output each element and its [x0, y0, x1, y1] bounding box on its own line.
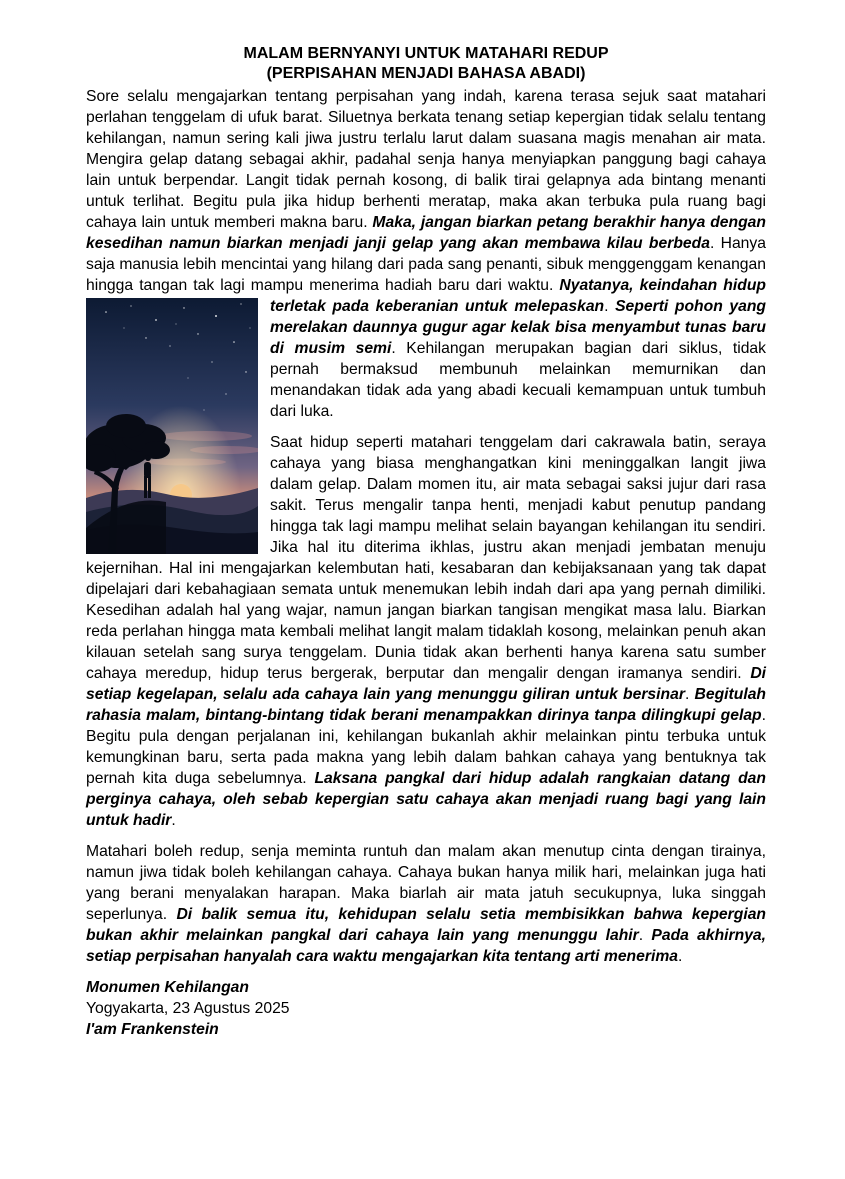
- paragraph-1-seg-1: Maka, jangan biarkan petang berakhir hanya dengan kesedihan namun biarkan menjadi janji gelap yang akan membawa kilau berbeda: [86, 214, 766, 252]
- paragraph-1-seg-2: . Hanya saja manusia lebih mencintai yang hilang dari pada sang penanti, sibuk menggenggam kenangan hingga tangan tak lagi mampu menerima hadiah baru dari waktu.: [86, 235, 766, 294]
- paragraph-3: [86, 841, 766, 967]
- paragraph-2-seg-3: Begitulah rahasia malam, bintang-bintang tidak berani menampakkan dirinya tanpa dilingkupi gelap: [86, 686, 766, 724]
- paragraph-3-seg-0: Matahari boleh redup, senja meminta runtuh dan malam akan menutup cinta dengan tirainya, namun jiwa tidak boleh kehilangan cahaya. Cahaya bukan hanya milik hari, melainkan juga hati yang berani menyalakan harapan. Maka biarlah air mata jatuh secukupnya, luka singgah seperlunya.: [86, 843, 766, 923]
- paragraph-3-seg-4: .: [678, 948, 683, 965]
- title-line-1: MALAM BERNYANYI UNTUK MATAHARI REDUP: [243, 45, 609, 62]
- paragraph-3-seg-3: Pada akhirnya, setiap perpisahan hanyalah cara waktu mengajarkan kita tentang arti menerima: [86, 927, 767, 965]
- sunset-silhouette-illustration: [86, 298, 258, 554]
- paragraph-2-seg-0: Saat hidup seperti matahari tenggelam dari cakrawala batin, seraya cahaya yang biasa menghangatkan kini meninggalkan langit jiwa dalam gelap. Dalam momen itu, air mata sebagai saksi jujur dari rasa sakit. Terus mengalir tanpa henti, menjadi kabut penutup pandang hingga tak lagi mampu melihat selain bayangan kehilangan itu sendiri. Jika hal itu diterima ikhlas, justru akan menjadi jembatan menuju kejernihan. Hal ini mengajarkan kelembutan hati, kesabaran dan kebijaksanaan yang tak dapat dipelajari dari kebahagiaan semata untuk menemukan lebih indah dari apa yang pernah dimiliki. Kesedihan adalah hal yang wajar, namun jangan biarkan tangisan mengikat masa lalu. Biarkan reda perlahan hingga mata kembali melihat langit malam tidaklah kosong, melainkan penuh akan kilauan setelah sang surya tenggelam. Dunia tidak akan berhenti hanya karena satu sumber cahaya meredup, hidup terus bergerak, berputar dan mengalir dengan iramanya sendiri.: [86, 434, 766, 682]
- paragraph-3-seg-2: .: [638, 927, 652, 944]
- paragraph-2-seg-5: Laksana pangkal dari hidup adalah rangkaian datang dan perginya cahaya, oleh sebab kepergian satu cahaya akan menjadi ruang bagi yang lain untuk hadir: [86, 770, 766, 829]
- paragraph-1-seg-4: .: [604, 298, 616, 315]
- signature-author: I'am Frankenstein: [86, 1021, 219, 1038]
- document-page: [86, 44, 766, 1040]
- paragraph-2-seg-2: .: [684, 686, 695, 703]
- paragraph-1: [86, 86, 766, 422]
- paragraph-1-seg-6: . Kehilangan merupakan bagian dari siklus, tidak pernah bermaksud membunuh melainkan memurnikan dan menandakan tidak ada yang abadi kecuali kemampuan untuk tumbuh dari luka.: [270, 340, 766, 420]
- signature-block: [86, 977, 766, 1040]
- paragraph-2-seg-1: Di setiap kegelapan, selalu ada cahaya lain yang menunggu giliran untuk bersinar: [86, 665, 766, 703]
- paragraph-3-seg-1: Di balik semua itu, kehidupan selalu setia membisikkan bahwa kepergian bukan akhir melainkan pangkal dari cahaya lain yang menunggu lahir: [86, 906, 766, 944]
- paragraph-2-seg-6: .: [171, 812, 176, 829]
- paragraph-1-seg-3: Nyatanya, keindahan hidup terletak pada keberanian untuk melepaskan: [270, 277, 766, 315]
- title-line-2: (PERPISAHAN MENJADI BAHASA ABADI): [266, 65, 586, 82]
- paragraph-1-seg-5: Seperti pohon yang merelakan daunnya gugur agar kelak bisa menyambut tunas baru di musim semi: [270, 298, 766, 357]
- paragraph-2-seg-4: . Begitu pula dengan perjalanan ini, kehilangan bukanlah akhir melainkan pintu terbuka untuk kemungkinan baru, serta pada makna yang lebih dalam bahkan cahaya yang bentuknya tak pernah kita duga sebelumnya.: [86, 707, 766, 787]
- signature-place-date: Yogyakarta, 23 Agustus 2025: [86, 1000, 290, 1017]
- document-title: [86, 44, 766, 84]
- paragraph-1-seg-0: Sore selalu mengajarkan tentang perpisahan yang indah, karena terasa sejuk saat matahari perlahan tenggelam di ufuk barat. Siluetnya berkata tenang setiap kepergian tidak selalu tentang kehilangan, namun sering kali jiwa justru terlalu larut dalam suasana magis menahan air mata. Mengira gelap datang sebagai akhir, padahal senja hanya menyiapkan panggung bagi cahaya lain untuk berpendar. Langit tidak pernah kosong, di balik tirai gelapnya ada bintang menanti untuk terlihat. Begitu pula jika hidup berhenti meratap, maka akan terbuka pula ruang bagi cahaya lain untuk memberi makna baru.: [86, 88, 766, 231]
- signature-work-title: Monumen Kehilangan: [86, 979, 249, 996]
